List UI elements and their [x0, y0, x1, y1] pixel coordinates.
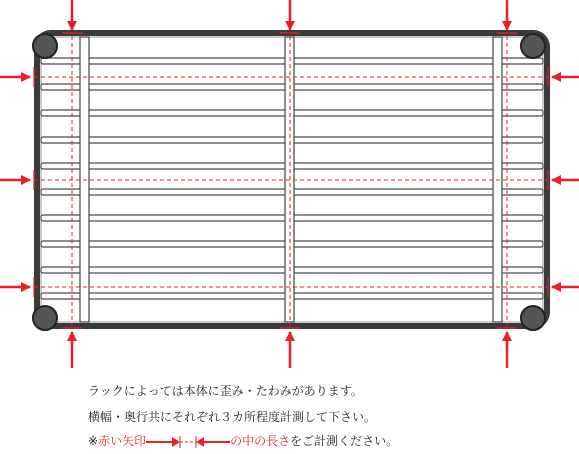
note-suffix: をご計測ください。	[290, 434, 399, 448]
red-arrow-label: 赤い矢印	[98, 434, 147, 448]
note-prefix: ※	[88, 434, 99, 448]
corner-pole-icon	[33, 306, 57, 330]
corner-pole-icon	[33, 34, 57, 58]
note-measure-three-points: 横幅・奥行共にそれぞれ３カ所程度計測して下さい。	[88, 410, 377, 424]
legend-arrows-icon	[146, 435, 230, 449]
vertical-bars	[80, 37, 502, 322]
note-distortion: ラックによっては本体に歪み・たわみがあります。	[88, 384, 363, 398]
note-measure-between-arrows	[88, 433, 398, 449]
inside-length-label: の中の長さ	[230, 434, 291, 448]
corner-pole-icon	[521, 306, 545, 330]
corner-pole-icon	[521, 34, 545, 58]
